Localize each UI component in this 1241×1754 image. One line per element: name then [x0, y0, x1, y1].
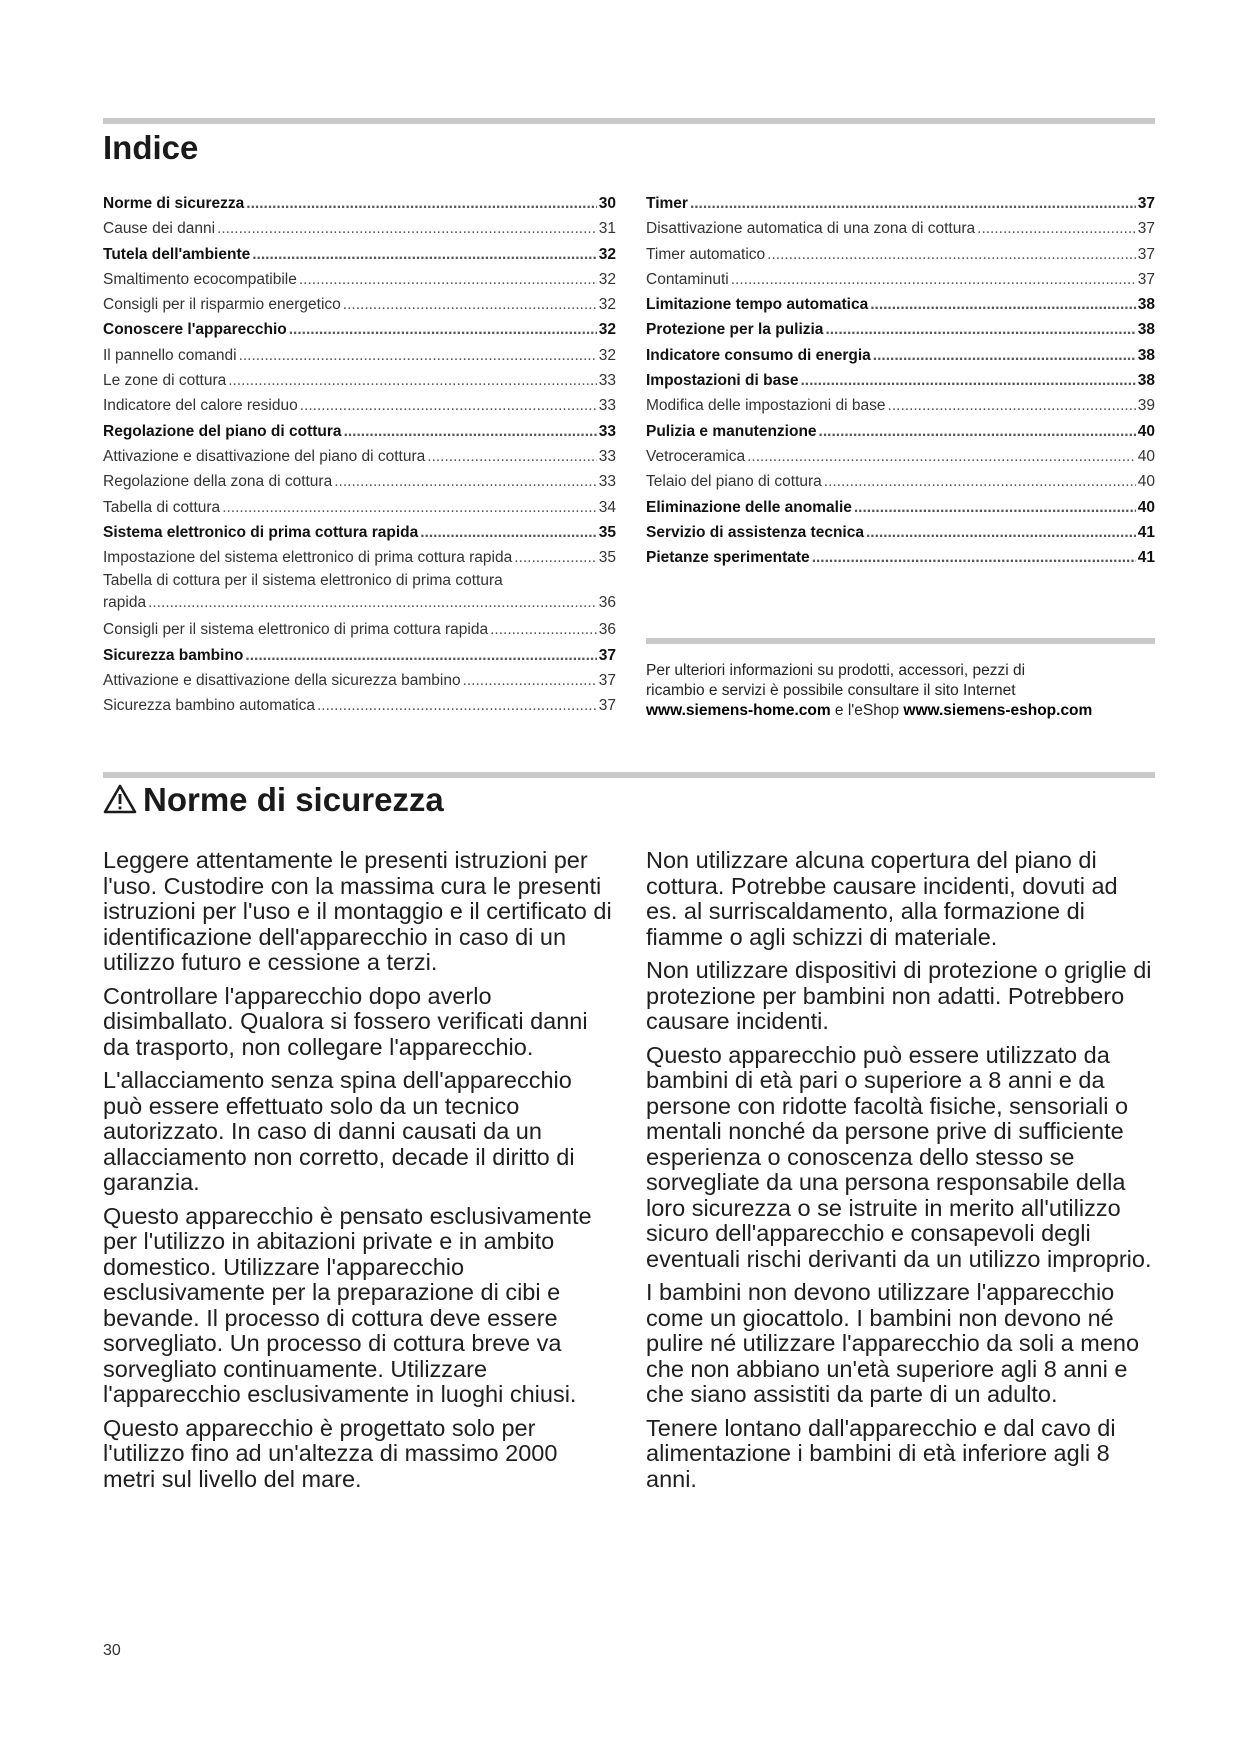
toc-leader-dots [731, 267, 1136, 292]
toc-entry-title-cont: rapida [103, 594, 147, 612]
toc-leader-dots [217, 216, 597, 241]
toc-entry-page: 37 [1137, 245, 1155, 263]
safety-paragraph: Questo apparecchio è pensato esclusivamente per l'utilizzo in abitazioni private e in ambito domestico. Utilizzare l'apparecchio esclusivamente per la preparazione di cibi e bevande. Il processo di cottura deve essere sorvegliato. Un processo di cottura breve va sorvegliato continuamente. Utilizzare l'apparecchio esclusivamente in luoghi chiusi. [103, 1202, 592, 1407]
toc-entry-page: 38 [1137, 372, 1155, 390]
toc-section-entry[interactable] [646, 191, 1155, 216]
toc-section-entry[interactable] [646, 419, 1155, 444]
safety-paragraph: Leggere attentamente le presenti istruzioni per l'uso. Custodire con la massima cura le presenti istruzioni per l'uso e il montaggio e il certificato di identificazione dell'apparecchio in caso di un utilizzo futuro e cessione a terzi. [103, 847, 612, 975]
toc-entry-title: Attivazione e disattivazione della sicurezza bambino [103, 672, 461, 690]
toc-leader-dots [252, 242, 597, 267]
toc-entry-page: 40 [1137, 498, 1155, 516]
toc-leader-dots [289, 317, 597, 342]
toc-entry-title: Tabella di cottura [103, 498, 221, 516]
toc-right-column [646, 191, 1155, 570]
toc-entry-title: Attivazione e disattivazione del piano di cottura [103, 447, 426, 465]
toc-entry-page: 41 [1137, 549, 1155, 567]
toc-leader-dots [300, 393, 597, 418]
toc-entry[interactable] [103, 216, 616, 241]
toc-entry-title: Timer automatico [646, 245, 766, 263]
toc-section-entry[interactable] [646, 520, 1155, 545]
warning-triangle-icon [103, 783, 137, 823]
toc-entry[interactable] [103, 495, 616, 520]
toc-entry-page: 36 [598, 621, 616, 639]
section-divider [103, 772, 1155, 778]
toc-entry-page: 32 [598, 346, 616, 364]
toc-entry-title: Limitazione tempo automatica [646, 296, 869, 314]
note-divider [646, 638, 1155, 644]
toc-leader-dots [866, 520, 1136, 545]
toc-section-entry[interactable] [103, 191, 616, 216]
toc-entry[interactable] [103, 617, 616, 642]
toc-leader-dots [246, 191, 596, 216]
toc-entry-page: 33 [598, 372, 616, 390]
toc-entry-page: 37 [1137, 195, 1155, 212]
toc-entry-page: 33 [598, 422, 616, 440]
safety-paragraph: Non utilizzare alcuna copertura del piano di cottura. Potrebbe causare incidenti, dovuti ad es. al surriscaldamento, alla formazione di fiamme o agli schizzi di materiale. [646, 847, 1118, 950]
safety-paragraph: Questo apparecchio può essere utilizzato da bambini di età pari o superiore a 8 anni e da persone con ridotte facoltà fisiche, sensoriali o mentali nonché da persone prive di sufficiente esperienza o conoscenza dello stesso se sorvegliate da una persona responsabile della loro sicurezza o se istruite in merito all'utilizzo sicuro dell'apparecchio e consapevoli degli eventuali rischi derivanti da un utilizzo improprio. [646, 1041, 1152, 1272]
toc-leader-dots [463, 668, 597, 693]
toc-leader-dots [317, 693, 597, 718]
toc-leader-dots [514, 545, 597, 570]
toc-leader-dots [420, 520, 597, 545]
toc-leader-dots [825, 317, 1135, 342]
toc-leader-dots [343, 292, 597, 317]
toc-entry-page: 38 [1137, 321, 1155, 339]
toc-section-entry[interactable] [646, 343, 1155, 368]
toc-leader-dots [747, 444, 1136, 469]
toc-entry-page: 37 [1137, 270, 1155, 288]
info-note-line3 [646, 701, 1155, 721]
toc-entry-title: Consigli per il sistema elettronico di prima cottura rapida [103, 621, 489, 639]
info-note-line1: Per ulteriori informazioni su prodotti, accessori, pezzi di [646, 662, 1026, 679]
toc-leader-dots [690, 191, 1136, 216]
top-divider [103, 118, 1155, 124]
toc-entry[interactable] [103, 693, 616, 718]
toc-entry[interactable] [103, 292, 616, 317]
toc-entry-title: Sicurezza bambino automatica [103, 697, 315, 715]
toc-leader-dots [854, 495, 1136, 520]
toc-entry-title: Disattivazione automatica di una zona di cottura [646, 220, 976, 238]
toc-entry-title: Indicatore del calore residuo [103, 397, 298, 415]
toc-entry[interactable] [646, 242, 1155, 267]
website-link[interactable]: www.siemens-home.com [646, 702, 831, 719]
toc-section-entry[interactable] [646, 368, 1155, 393]
safety-paragraph: I bambini non devono utilizzare l'apparecchio come un giocattolo. I bambini non devono né pulire né utilizzare l'apparecchio da soli a meno che non abbiano un'età superiore agli 8 anni e che siano assistiti da parte di un adulto. [646, 1279, 1140, 1407]
toc-entry-title: Tutela dell'ambiente [103, 245, 251, 263]
toc-entry-page: 30 [598, 195, 616, 212]
toc-entry-page: 33 [598, 447, 616, 465]
toc-entry-title: Timer [646, 195, 688, 212]
toc-entry-title: Norme di sicurezza [103, 195, 245, 212]
toc-entry-page: 40 [1137, 473, 1155, 491]
toc-leader-dots [870, 292, 1136, 317]
toc-leader-dots [888, 393, 1136, 418]
safety-title-text: Norme di sicurezza [143, 781, 444, 818]
toc-entry-title: Servizio di assistenza tecnica [646, 523, 864, 541]
toc-entry-title: Conoscere l'apparecchio [103, 321, 287, 339]
toc-section-entry[interactable] [646, 545, 1155, 570]
toc-section-entry[interactable] [103, 643, 616, 668]
page-number: 30 [103, 1642, 121, 1659]
info-note-line2: ricambio e servizi è possibile consultare il sito Internet [646, 682, 1016, 699]
toc-leader-dots [824, 469, 1136, 494]
toc-entry-page: 39 [1137, 397, 1155, 415]
toc-left-column [103, 191, 616, 719]
toc-leader-dots [334, 469, 597, 494]
toc-entry-page: 37 [598, 697, 616, 715]
toc-entry[interactable] [103, 469, 616, 494]
toc-leader-dots [819, 419, 1136, 444]
toc-section-entry[interactable] [646, 317, 1155, 342]
toc-entry[interactable] [103, 393, 616, 418]
toc-entry[interactable] [103, 444, 616, 469]
toc-entry-title: Modifica delle impostazioni di base [646, 397, 886, 415]
toc-leader-dots [148, 592, 597, 614]
toc-leader-dots [873, 343, 1136, 368]
toc-entry-page: 37 [1137, 220, 1155, 238]
toc-leader-dots [344, 419, 597, 444]
safety-section-title [103, 780, 444, 823]
eshop-link[interactable]: www.siemens-eshop.com [903, 702, 1093, 719]
toc-entry-page: 32 [598, 321, 616, 339]
toc-section-entry[interactable] [103, 419, 616, 444]
toc-entry-title: Le zone di cottura [103, 372, 227, 390]
toc-entry-title: Consigli per il risparmio energetico [103, 296, 341, 314]
toc-entry-title: Impostazione del sistema elettronico di prima cottura rapida [103, 549, 513, 567]
toc-entry-page: 38 [1137, 346, 1155, 364]
toc-entry-title: Tabella di cottura per il sistema elettronico di prima cottura [103, 572, 503, 590]
toc-entry-page: 36 [598, 594, 616, 612]
safety-paragraph: Tenere lontano dall'apparecchio e dal cavo di alimentazione i bambini di età inferiore agli 8 anni. [646, 1414, 1116, 1492]
toc-section-entry[interactable] [103, 520, 616, 545]
toc-entry-title: Telaio del piano di cottura [646, 473, 822, 491]
toc-leader-dots [222, 495, 597, 520]
toc-entry-title: Vetroceramica [646, 447, 746, 465]
safety-paragraph: Controllare l'apparecchio dopo averlo disimballato. Qualora si fossero verificati danni da trasporto, non collegare l'apparecchio. [103, 982, 588, 1060]
toc-section-entry[interactable] [646, 495, 1155, 520]
toc-entry-page: 32 [598, 270, 616, 288]
toc-entry-title: Contaminuti [646, 270, 729, 288]
toc-entry-title: Il pannello comandi [103, 346, 237, 364]
toc-entry-page: 37 [598, 646, 616, 664]
toc-entry-page: 35 [598, 523, 616, 541]
toc-entry[interactable] [103, 545, 616, 570]
toc-entry[interactable] [103, 267, 616, 292]
toc-title: Indice [103, 129, 199, 166]
safety-paragraph: Questo apparecchio è progettato solo per l'utilizzo fino ad un'altezza di massimo 2000 metri sul livello del mare. [103, 1414, 558, 1492]
safety-left-column [103, 848, 616, 1500]
toc-leader-dots [239, 343, 597, 368]
toc-entry-page: 40 [1137, 447, 1155, 465]
info-note [646, 661, 1155, 721]
toc-entry[interactable] [646, 393, 1155, 418]
toc-entry-page: 32 [598, 245, 616, 263]
toc-entry-page: 33 [598, 397, 616, 415]
toc-entry-page: 33 [598, 473, 616, 491]
toc-leader-dots [977, 216, 1136, 241]
toc-entry-title: Cause dei danni [103, 220, 216, 238]
toc-entry-page: 35 [598, 549, 616, 567]
toc-leader-dots [800, 368, 1135, 393]
toc-section-entry[interactable] [646, 292, 1155, 317]
toc-entry-page: 31 [598, 220, 616, 238]
toc-entry-page: 40 [1137, 422, 1155, 440]
toc-entry[interactable] [646, 469, 1155, 494]
safety-paragraph: Non utilizzare dispositivi di protezione o griglie di protezione per bambini non adatti. Potrebbero causare incidenti. [646, 957, 1152, 1034]
toc-entry-page: 41 [1137, 523, 1155, 541]
toc-leader-dots [812, 545, 1136, 570]
toc-entry[interactable] [646, 267, 1155, 292]
toc-entry-title: Smaltimento ecocompatibile [103, 270, 297, 288]
toc-entry-page: 38 [1137, 296, 1155, 314]
toc-entry-title: Pietanze sperimentate [646, 549, 810, 567]
toc-entry-title: Pulizia e manutenzione [646, 422, 817, 440]
safety-right-column [646, 848, 1155, 1500]
toc-entry-title: Eliminazione delle anomalie [646, 498, 852, 516]
toc-entry-page: 32 [598, 296, 616, 314]
info-note-middle: e l'eShop [830, 702, 904, 719]
toc-entry[interactable] [103, 343, 616, 368]
safety-paragraph: L'allacciamento senza spina dell'apparecchio può essere effettuato solo da un tecnico autorizzato. In caso di danni causati da un allacciamento non corretto, decade il diritto di garanzia. [103, 1067, 575, 1195]
toc-entry[interactable] [103, 570, 616, 614]
toc-leader-dots [427, 444, 596, 469]
toc-entry-title: Regolazione della zona di cottura [103, 473, 333, 491]
toc-leader-dots [767, 242, 1136, 267]
toc-section-entry[interactable] [103, 242, 616, 267]
toc-section-entry[interactable] [103, 317, 616, 342]
toc-entry[interactable] [646, 444, 1155, 469]
toc-leader-dots [490, 617, 597, 642]
toc-entry-page: 37 [598, 672, 616, 690]
toc-entry[interactable] [103, 668, 616, 693]
toc-entry-title: Impostazioni di base [646, 372, 799, 390]
toc-entry-title: Regolazione del piano di cottura [103, 422, 342, 440]
toc-entry-title: Protezione per la pulizia [646, 321, 824, 339]
toc-leader-dots [228, 368, 597, 393]
toc-entry-title: Sistema elettronico di prima cottura rapida [103, 523, 419, 541]
toc-entry[interactable] [646, 216, 1155, 241]
toc-leader-dots [299, 267, 597, 292]
toc-entry-page: 34 [598, 498, 616, 516]
toc-leader-dots [245, 643, 596, 668]
toc-entry-title: Indicatore consumo di energia [646, 346, 871, 364]
toc-entry-title: Sicurezza bambino [103, 646, 244, 664]
toc-entry[interactable] [103, 368, 616, 393]
